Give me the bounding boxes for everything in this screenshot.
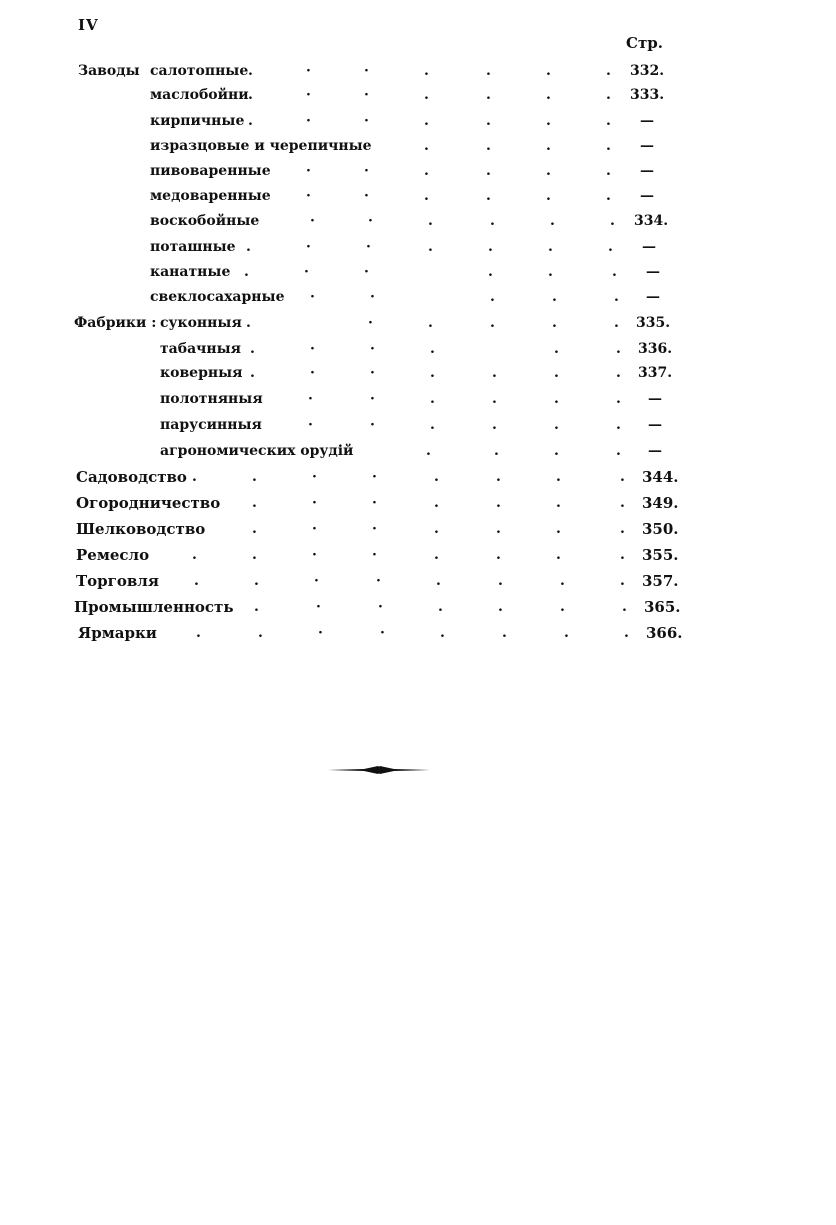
toc-entry-page: 344. xyxy=(642,468,679,486)
toc-row xyxy=(0,108,836,134)
toc-row xyxy=(0,336,836,362)
toc-entry-page: — xyxy=(640,138,654,154)
dot-leader: · · . . . . xyxy=(310,213,615,229)
toc-entry-label: воскобойные xyxy=(150,213,260,229)
toc-row xyxy=(0,158,836,184)
toc-row xyxy=(0,542,836,568)
toc-entry-label: Промышленность xyxy=(74,598,234,616)
toc-row xyxy=(0,464,836,490)
page-number: IV xyxy=(78,16,99,34)
toc-entry-page: — xyxy=(640,188,654,204)
toc-entry-page: — xyxy=(646,289,660,305)
toc-row xyxy=(0,386,836,412)
toc-entry-label: канатные xyxy=(150,264,231,280)
toc-entry-page: 366. xyxy=(646,624,683,642)
toc-row xyxy=(0,284,836,310)
toc-entry-page: 335. xyxy=(636,315,671,331)
toc-row xyxy=(0,183,836,209)
toc-row xyxy=(0,594,836,620)
page-column-header: Стр. xyxy=(626,34,663,52)
toc-entry-page: 349. xyxy=(642,494,679,512)
toc-entry-label: медоваренные xyxy=(150,188,271,204)
toc-row xyxy=(0,620,836,646)
toc-entry-page: 337. xyxy=(638,365,673,381)
dot-leader: · · . . . xyxy=(310,289,619,305)
toc-entry-label: Садоводство xyxy=(76,468,187,486)
group-label: Фабрики : xyxy=(74,315,157,331)
toc-row xyxy=(0,490,836,516)
toc-entry-label: парусинныя xyxy=(160,417,262,433)
toc-entry-page: 333. xyxy=(630,87,665,103)
toc-row xyxy=(0,360,836,386)
toc-entry-page: 332. xyxy=(630,63,665,79)
toc-entry-page: — xyxy=(640,163,654,179)
dot-leader: . · · . . . . xyxy=(252,495,625,511)
dot-leader: · · . . . . xyxy=(306,163,611,179)
toc-entry-label: кирпичные xyxy=(150,113,245,129)
dot-leader: . . · · . . . . xyxy=(194,573,625,589)
toc-entry-label: свеклосахарные xyxy=(150,289,285,305)
ornament-divider-icon xyxy=(328,762,430,778)
toc-entry-label: маслобойни xyxy=(150,87,249,103)
dot-leader: · · . . . . xyxy=(308,417,621,433)
dot-leader: . . . . xyxy=(424,138,611,154)
dot-leader: . · · . . . . xyxy=(248,113,611,129)
toc-entry-page: 334. xyxy=(634,213,669,229)
toc-row xyxy=(0,259,836,285)
toc-row xyxy=(0,516,836,542)
toc-row xyxy=(0,58,836,84)
toc-entry-page: 355. xyxy=(642,546,679,564)
toc-entry-label: салотопные xyxy=(150,63,249,79)
dot-leader: . · · . . . . xyxy=(246,239,613,255)
toc-entry-page: — xyxy=(648,443,662,459)
dot-leader: · · . . . . xyxy=(308,391,621,407)
dot-leader: . · · . . . xyxy=(244,264,617,280)
toc-entry-label: поташные xyxy=(150,239,236,255)
toc-row xyxy=(0,412,836,438)
dot-leader: · · . . . . xyxy=(306,188,611,204)
dot-leader: . . · · . . . . xyxy=(196,625,629,641)
dot-leader: . · · . . . . xyxy=(254,599,627,615)
group-label: Заводы xyxy=(78,63,140,79)
toc-entry-page: — xyxy=(646,264,660,280)
toc-entry-label: Шелководство xyxy=(76,520,206,538)
toc-entry-label: табачныя xyxy=(160,341,242,357)
toc-entry-page: 357. xyxy=(642,572,679,590)
toc-entry-page: — xyxy=(648,391,662,407)
toc-row xyxy=(0,234,836,260)
toc-entry-label: Ярмарки xyxy=(78,624,157,642)
toc-entry-label: Ремесло xyxy=(76,546,150,564)
toc-entry-label: коверныя xyxy=(160,365,243,381)
toc-entry-label: Торговля xyxy=(76,572,159,590)
toc-entry-label: изразцовые и черепичные xyxy=(150,138,372,154)
toc-entry-page: 350. xyxy=(642,520,679,538)
dot-leader: . . · · . . . . xyxy=(192,469,625,485)
toc-row xyxy=(0,133,836,159)
dot-leader: . · · . . . . xyxy=(250,365,621,381)
toc-row xyxy=(0,438,836,464)
toc-entry-label: Огородничество xyxy=(76,494,221,512)
toc-entry-page: 336. xyxy=(638,341,673,357)
toc-entry-page: — xyxy=(640,113,654,129)
toc-entry-page: — xyxy=(648,417,662,433)
dot-leader: . · · . . . xyxy=(250,341,621,357)
dot-leader: . · . . . . xyxy=(246,315,619,331)
toc-entry-label: полотняныя xyxy=(160,391,263,407)
toc-entry-page: 365. xyxy=(644,598,681,616)
dot-leader: . . · · . . . . xyxy=(192,547,625,563)
toc-row xyxy=(0,568,836,594)
toc-entry-label: агрономических орудій xyxy=(160,443,354,459)
toc-entry-label: пивоваренные xyxy=(150,163,271,179)
dot-leader: . . . . xyxy=(426,443,621,459)
toc-row xyxy=(0,310,836,336)
toc-row xyxy=(0,208,836,234)
toc-entry-page: — xyxy=(642,239,656,255)
dot-leader: . · · . . . . xyxy=(252,521,625,537)
dot-leader: . · · . . . . xyxy=(248,63,611,79)
toc-entry-label: суконныя xyxy=(160,315,242,331)
dot-leader: . · · . . . . xyxy=(248,87,611,103)
toc-row xyxy=(0,82,836,108)
